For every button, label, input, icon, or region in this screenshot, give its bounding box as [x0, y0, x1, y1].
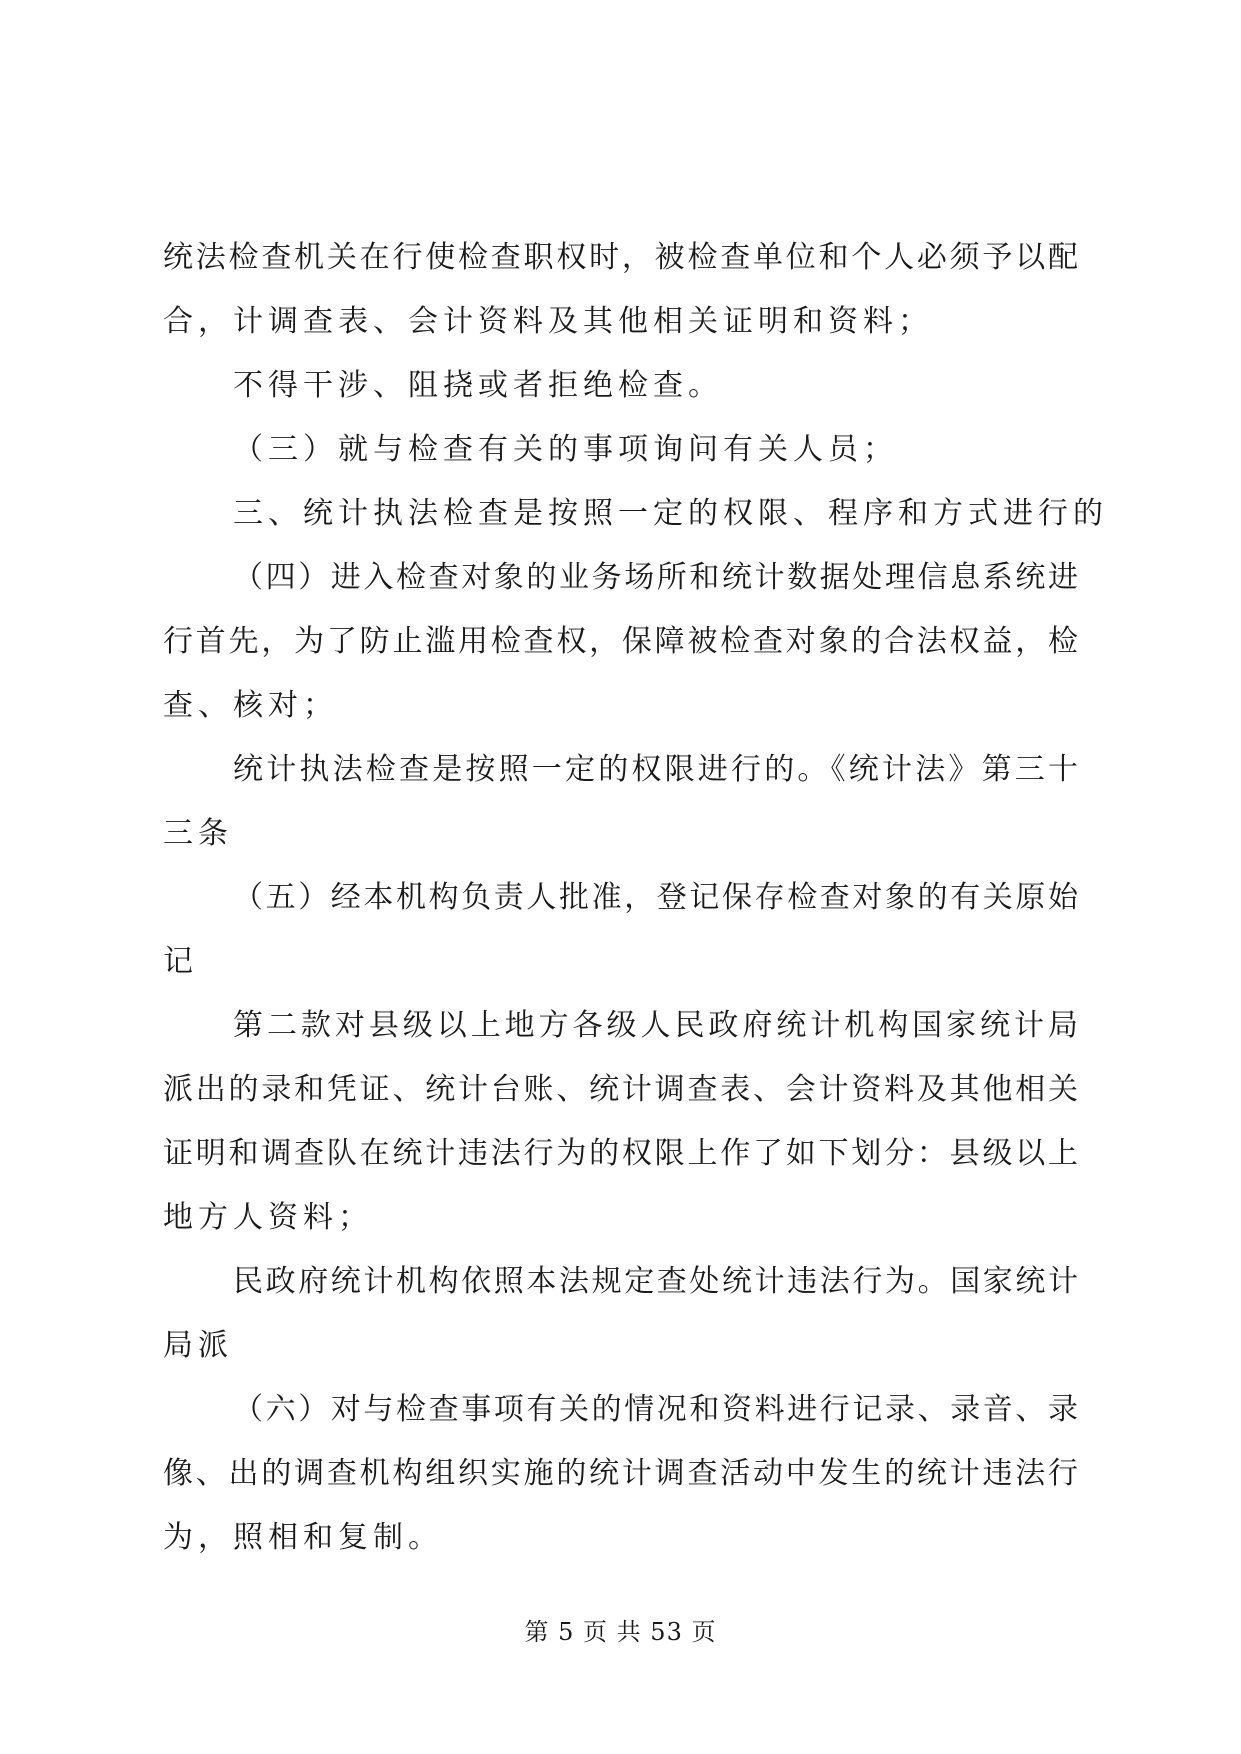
paragraph-line: 查、核对； — [163, 688, 338, 723]
paragraph-line: （五）经本机构负责人批准，登记保存检查对象的有关原始 — [233, 880, 1078, 915]
paragraph-line: 统计执法检查是按照一定的权限进行的。《统计法》第三十 — [233, 752, 1078, 787]
paragraph-line: 地方人资料； — [163, 1200, 373, 1235]
paragraph-line: 三条 — [163, 816, 233, 851]
paragraph-line: 为，照相和复制。 — [163, 1520, 443, 1555]
paragraph-line: 行首先，为了防止滥用检查权，保障被检查对象的合法权益，检 — [163, 624, 1078, 659]
paragraph-line: 局派 — [163, 1328, 233, 1363]
paragraph-line: 民政府统计机构依照本法规定查处统计违法行为。国家统计 — [233, 1264, 1078, 1299]
paragraph-line: 证明和调查队在统计违法行为的权限上作了如下划分：县级以上 — [163, 1136, 1078, 1171]
paragraph-line: 像、出的调查机构组织实施的统计调查活动中发生的统计违法行 — [163, 1456, 1078, 1491]
paragraph-line: 不得干涉、阻挠或者拒绝检查。 — [233, 368, 723, 403]
paragraph-line: （四）进入检查对象的业务场所和统计数据处理信息系统进 — [233, 560, 1078, 595]
paragraph-line: 合，计调查表、会计资料及其他相关证明和资料； — [163, 304, 933, 339]
paragraph-line: 第二款对县级以上地方各级人民政府统计机构国家统计局 — [233, 1008, 1078, 1043]
paragraph-line: （六）对与检查事项有关的情况和资料进行记录、录音、录 — [233, 1392, 1078, 1427]
paragraph-line: 统法检查机关在行使检查职权时，被检查单位和个人必须予以配 — [163, 240, 1078, 275]
paragraph-line: 记 — [163, 944, 198, 979]
paragraph-line: 派出的录和凭证、统计台账、统计调查表、会计资料及其他相关 — [163, 1072, 1078, 1107]
paragraph-line: 三、统计执法检查是按照一定的权限、程序和方式进行的 — [233, 496, 1108, 531]
paragraph-line: （三）就与检查有关的事项询问有关人员； — [233, 432, 898, 467]
document-body — [163, 226, 1108, 1570]
page-number-footer: 第 5 页 共 53 页 — [524, 1618, 717, 1646]
